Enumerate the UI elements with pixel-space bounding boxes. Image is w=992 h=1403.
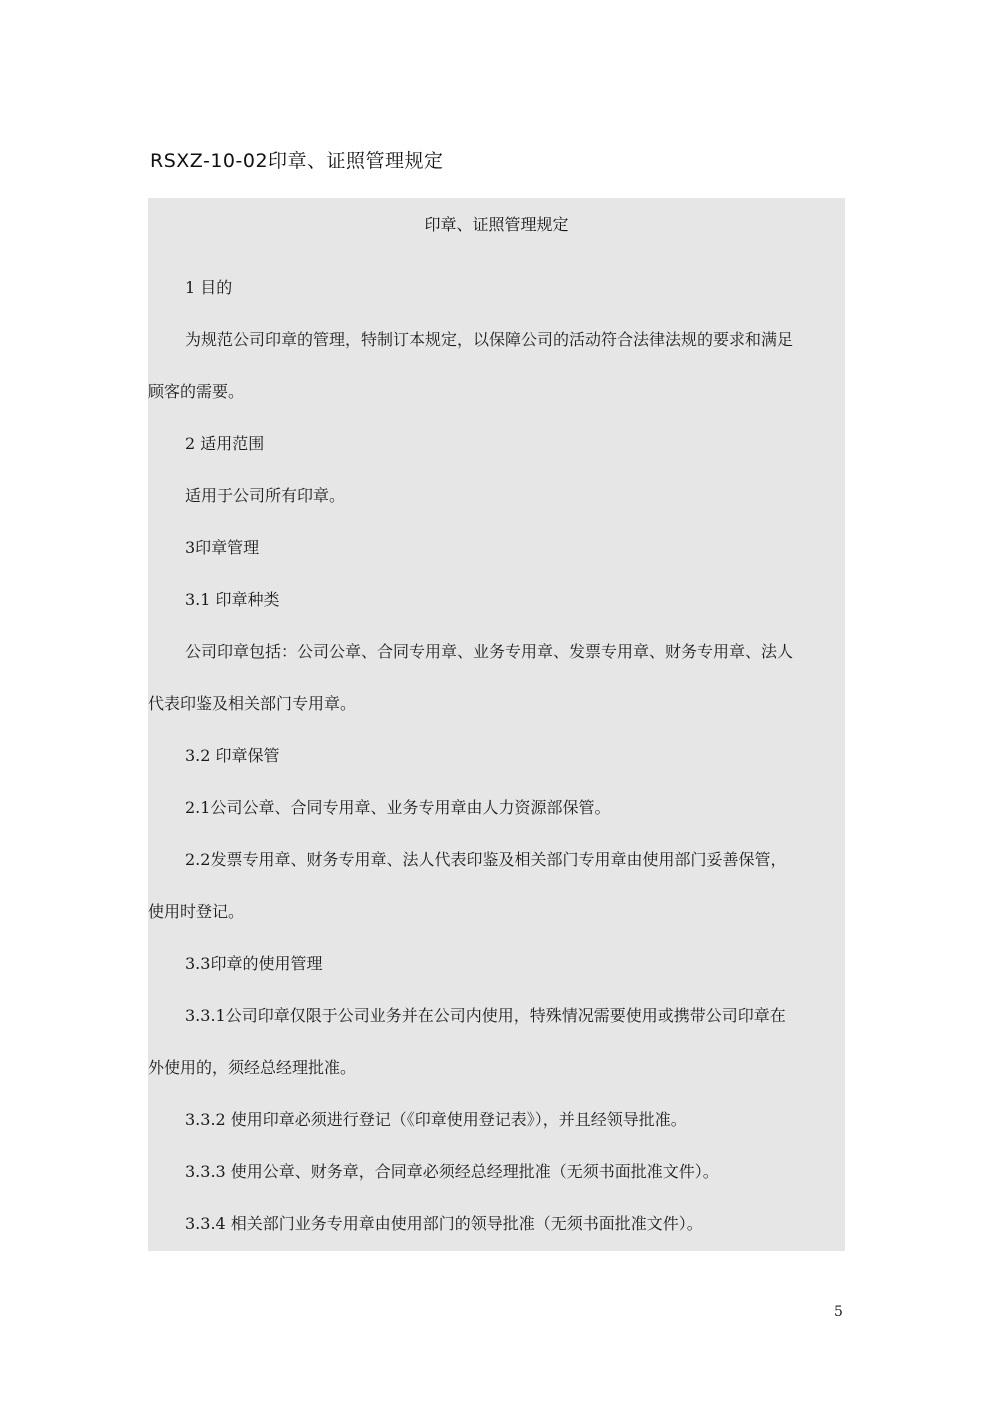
paragraph-line: 3.3.3 使用公章、财务章，合同章必须经总经理批准（无须书面批准文件）。 — [185, 1162, 719, 1181]
paragraph-line: 外使用的，须经总经理批准。 — [148, 1058, 357, 1077]
paragraph-line: 3.3.1公司印章仅限于公司业务并在公司内使用，特殊情况需要使用或携带公司印章在 — [185, 1006, 786, 1025]
section-heading: 2 适用范围 — [185, 434, 265, 453]
subsection-heading: 3.2 印章保管 — [185, 746, 280, 765]
page-number: 5 — [834, 1304, 843, 1320]
content-box — [148, 198, 845, 1251]
box-title: 印章、证照管理规定 — [424, 215, 569, 234]
paragraph-line: 使用时登记。 — [148, 902, 245, 921]
paragraph-line: 公司印章包括：公司公章、合同专用章、业务专用章、发票专用章、财务专用章、法人 — [185, 642, 794, 661]
paragraph-line: 2.2发票专用章、财务专用章、法人代表印鉴及相关部门专用章由使用部门妥善保管， — [185, 850, 787, 869]
paragraph-line: 为规范公司印章的管理，特制订本规定，以保障公司的活动符合法律法规的要求和满足 — [185, 330, 794, 349]
paragraph-line: 适用于公司所有印章。 — [185, 486, 346, 505]
paragraph-line: 3.3.2 使用印章必须进行登记（《印章使用登记表》），并且经领导批准。 — [185, 1110, 687, 1129]
document-heading: RSXZ-10-02印章、证照管理规定 — [150, 150, 444, 172]
subsection-heading: 3.3印章的使用管理 — [185, 954, 323, 973]
section-heading: 3印章管理 — [185, 538, 260, 557]
subsection-heading: 3.1 印章种类 — [185, 590, 280, 609]
paragraph-line: 顾客的需要。 — [148, 382, 245, 401]
section-heading: 1 目的 — [185, 278, 233, 297]
paragraph-line: 2.1公司公章、合同专用章、业务专用章由人力资源部保管。 — [185, 798, 611, 817]
paragraph-line: 3.3.4 相关部门业务专用章由使用部门的领导批准（无须书面批准文件）。 — [185, 1214, 703, 1233]
paragraph-line: 代表印鉴及相关部门专用章。 — [148, 694, 357, 713]
